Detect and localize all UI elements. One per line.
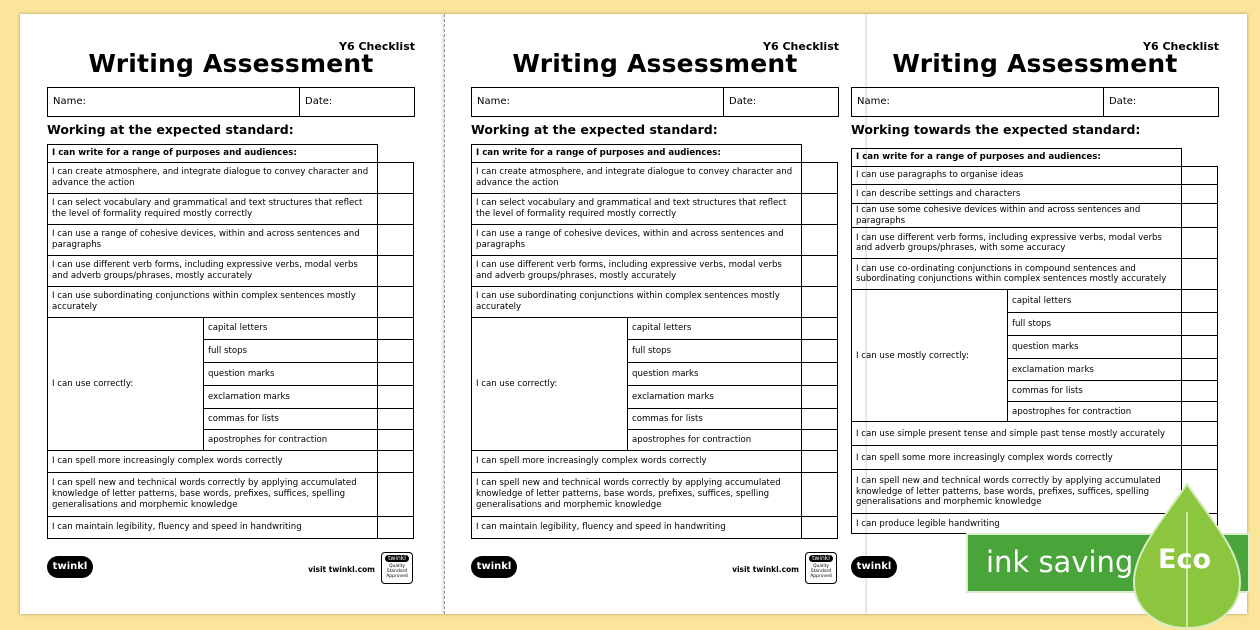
criterion-text: I can use different verb forms, including expressive verbs, modal verbs and adverb groups/phrases, with some accuracy bbox=[852, 228, 1182, 259]
tick-box[interactable] bbox=[378, 225, 414, 256]
tick-box[interactable] bbox=[378, 517, 414, 539]
tick-box[interactable] bbox=[1182, 167, 1218, 185]
worksheet-content bbox=[47, 14, 415, 614]
intro-statement: I can write for a range of purposes and audiences: bbox=[852, 149, 1182, 167]
tick-box[interactable] bbox=[802, 194, 838, 225]
tick-box[interactable] bbox=[802, 451, 838, 473]
table-row bbox=[48, 287, 414, 318]
checklist-subtitle: Y6 Checklist bbox=[339, 40, 415, 53]
table-row bbox=[852, 167, 1218, 185]
name-field[interactable]: Name: bbox=[48, 88, 300, 116]
badge-logo: twinkl bbox=[385, 555, 409, 562]
tick-box[interactable] bbox=[1182, 381, 1218, 402]
criterion-text: I can use subordinating conjunctions within complex sentences mostly accurately bbox=[472, 287, 802, 318]
table-row bbox=[852, 185, 1218, 204]
tick-box[interactable] bbox=[378, 318, 414, 340]
tick-box[interactable] bbox=[378, 163, 414, 194]
tick-box[interactable] bbox=[1182, 446, 1218, 470]
punctuation-item: question marks bbox=[204, 363, 378, 386]
tick-box[interactable] bbox=[378, 287, 414, 318]
punctuation-item: capital letters bbox=[204, 318, 378, 340]
table-row bbox=[852, 290, 1218, 313]
tick-box[interactable] bbox=[1182, 204, 1218, 228]
table-row bbox=[852, 149, 1218, 167]
tick-box[interactable] bbox=[802, 517, 838, 539]
table-row bbox=[48, 225, 414, 256]
criterion-text: I can spell more increasingly complex words correctly bbox=[48, 451, 378, 473]
punctuation-item: full stops bbox=[1008, 313, 1182, 336]
tick-header-gap bbox=[802, 145, 838, 163]
table-row bbox=[852, 228, 1218, 259]
intro-statement: I can write for a range of purposes and audiences: bbox=[48, 145, 378, 163]
twinkl-logo: twinkl bbox=[851, 556, 897, 578]
tick-box[interactable] bbox=[802, 318, 838, 340]
table-row bbox=[852, 446, 1218, 470]
quality-badge bbox=[805, 552, 837, 584]
criterion-text: I can create atmosphere, and integrate dialogue to convey character and advance the action bbox=[472, 163, 802, 194]
twinkl-logo: twinkl bbox=[47, 556, 93, 578]
tick-box[interactable] bbox=[378, 256, 414, 287]
table-row bbox=[48, 318, 414, 340]
badge-logo: twinkl bbox=[809, 555, 833, 562]
punctuation-item: commas for lists bbox=[204, 409, 378, 430]
punctuation-item: capital letters bbox=[1008, 290, 1182, 313]
table-row bbox=[472, 256, 838, 287]
table-row bbox=[48, 451, 414, 473]
tick-box[interactable] bbox=[1182, 359, 1218, 381]
tick-box[interactable] bbox=[1182, 228, 1218, 259]
date-field[interactable]: Date: bbox=[1109, 96, 1137, 107]
page-title: Writing Assessment bbox=[88, 49, 374, 78]
page-title: Writing Assessment bbox=[892, 49, 1178, 78]
quality-badge bbox=[381, 552, 413, 584]
tick-header-gap bbox=[378, 145, 414, 163]
table-row bbox=[48, 256, 414, 287]
tick-box[interactable] bbox=[802, 430, 838, 451]
table-row bbox=[472, 473, 838, 517]
criterion-text: I can use simple present tense and simple past tense mostly accurately bbox=[852, 422, 1182, 446]
criterion-text: I can select vocabulary and grammatical and text structures that reflect the level of formality required mostly correctly bbox=[472, 194, 802, 225]
checklist-subtitle: Y6 Checklist bbox=[763, 40, 839, 53]
tick-box[interactable] bbox=[802, 386, 838, 409]
punctuation-item: exclamation marks bbox=[204, 386, 378, 409]
visit-link[interactable]: visit twinkl.com bbox=[308, 565, 375, 574]
worksheet-content bbox=[471, 14, 839, 614]
table-row bbox=[48, 517, 414, 539]
punctuation-item: commas for lists bbox=[1008, 381, 1182, 402]
tick-box[interactable] bbox=[378, 409, 414, 430]
page-footer bbox=[471, 552, 837, 584]
name-date-box bbox=[47, 87, 415, 117]
table-row bbox=[472, 194, 838, 225]
table-row bbox=[852, 259, 1218, 290]
punctuation-item: capital letters bbox=[628, 318, 802, 340]
table-row bbox=[472, 225, 838, 256]
punctuation-item: commas for lists bbox=[628, 409, 802, 430]
criterion-text: I can use co-ordinating conjunctions in compound sentences and subordinating conjunctions within complex sentences mostly accurately bbox=[852, 259, 1182, 290]
criterion-text: I can create atmosphere, and integrate dialogue to convey character and advance the action bbox=[48, 163, 378, 194]
tick-box[interactable] bbox=[378, 386, 414, 409]
tick-box[interactable] bbox=[802, 163, 838, 194]
intro-statement: I can write for a range of purposes and audiences: bbox=[472, 145, 802, 163]
tick-box[interactable] bbox=[802, 340, 838, 363]
punctuation-item: apostrophes for contraction bbox=[1008, 402, 1182, 422]
tick-box[interactable] bbox=[378, 430, 414, 451]
table-row bbox=[472, 287, 838, 318]
table-row bbox=[48, 473, 414, 517]
tick-box[interactable] bbox=[802, 256, 838, 287]
table-row bbox=[48, 194, 414, 225]
criterion-text: I can use a range of cohesive devices, within and across sentences and paragraphs bbox=[472, 225, 802, 256]
ink-saving-label: ink saving bbox=[986, 545, 1134, 579]
tick-box[interactable] bbox=[378, 451, 414, 473]
standard-heading: Working at the expected standard: bbox=[47, 122, 294, 137]
criterion-text: I can use some cohesive devices within and across sentences and paragraphs bbox=[852, 204, 1182, 228]
punctuation-item: full stops bbox=[204, 340, 378, 363]
tick-box[interactable] bbox=[802, 225, 838, 256]
criterion-text: I can spell new and technical words correctly by applying accumulated knowledge of letter patterns, base words, prefixes, suffices, spelling generalisations and morphemic knowledge bbox=[48, 473, 378, 517]
punctuation-item: question marks bbox=[628, 363, 802, 386]
criterion-text: I can maintain legibility, fluency and speed in handwriting bbox=[472, 517, 802, 539]
tick-box[interactable] bbox=[1182, 290, 1218, 313]
table-row bbox=[472, 163, 838, 194]
tick-header-gap bbox=[1182, 149, 1218, 167]
tick-box[interactable] bbox=[802, 287, 838, 318]
tick-box[interactable] bbox=[378, 340, 414, 363]
table-row bbox=[852, 422, 1218, 446]
criterion-text: I can produce legible handwriting bbox=[852, 514, 1182, 534]
name-field[interactable]: Name: bbox=[852, 88, 1104, 116]
tick-box[interactable] bbox=[1182, 313, 1218, 336]
name-field[interactable]: Name: bbox=[472, 88, 724, 116]
criterion-text: I can spell some more increasingly complex words correctly bbox=[852, 446, 1182, 470]
table-row bbox=[48, 145, 414, 163]
checklist-subtitle: Y6 Checklist bbox=[1143, 40, 1219, 53]
punctuation-item: apostrophes for contraction bbox=[628, 430, 802, 451]
name-date-box bbox=[471, 87, 839, 117]
name-date-box bbox=[851, 87, 1219, 117]
use-correctly-label: I can use correctly: bbox=[472, 318, 628, 451]
criterion-text: I can select vocabulary and grammatical and text structures that reflect the level of formality required mostly correctly bbox=[48, 194, 378, 225]
criterion-text: I can use paragraphs to organise ideas bbox=[852, 167, 1182, 185]
table-row bbox=[472, 145, 838, 163]
criteria-table bbox=[851, 148, 1218, 534]
eco-label: Eco bbox=[1158, 544, 1211, 575]
criterion-text: I can use a range of cohesive devices, within and across sentences and paragraphs bbox=[48, 225, 378, 256]
tick-box[interactable] bbox=[802, 363, 838, 386]
date-field[interactable]: Date: bbox=[729, 96, 757, 107]
use-correctly-label: I can use mostly correctly: bbox=[852, 290, 1008, 422]
worksheet-1 bbox=[20, 14, 444, 614]
tick-box[interactable] bbox=[378, 473, 414, 517]
criterion-text: I can use subordinating conjunctions within complex sentences mostly accurately bbox=[48, 287, 378, 318]
table-row bbox=[48, 163, 414, 194]
criterion-text: I can spell new and technical words correctly by applying accumulated knowledge of letter patterns, base words, prefixes, suffices, spelling generalisations and morphemic knowledge bbox=[852, 470, 1182, 514]
table-row bbox=[472, 517, 838, 539]
tick-box[interactable] bbox=[378, 194, 414, 225]
criterion-text: I can maintain legibility, fluency and speed in handwriting bbox=[48, 517, 378, 539]
twinkl-logo: twinkl bbox=[471, 556, 517, 578]
punctuation-item: exclamation marks bbox=[1008, 359, 1182, 381]
visit-link[interactable]: visit twinkl.com bbox=[732, 565, 799, 574]
date-field[interactable]: Date: bbox=[305, 96, 333, 107]
punctuation-item: full stops bbox=[628, 340, 802, 363]
tick-box[interactable] bbox=[1182, 336, 1218, 359]
criterion-text: I can use different verb forms, including expressive verbs, modal verbs and adverb groups/phrases, mostly accurately bbox=[472, 256, 802, 287]
criteria-table bbox=[471, 144, 838, 539]
use-correctly-label: I can use correctly: bbox=[48, 318, 204, 451]
criterion-text: I can spell new and technical words correctly by applying accumulated knowledge of letter patterns, base words, prefixes, suffices, spelling generalisations and morphemic knowledge bbox=[472, 473, 802, 517]
page-title: Writing Assessment bbox=[512, 49, 798, 78]
tick-box[interactable] bbox=[378, 363, 414, 386]
tick-box[interactable] bbox=[1182, 422, 1218, 446]
table-row bbox=[472, 318, 838, 340]
tick-box[interactable] bbox=[1182, 259, 1218, 290]
table-row bbox=[472, 451, 838, 473]
criteria-table bbox=[47, 144, 414, 539]
punctuation-item: question marks bbox=[1008, 336, 1182, 359]
standard-heading: Working at the expected standard: bbox=[471, 122, 718, 137]
badge-text: Quality Standard Approved bbox=[810, 564, 832, 579]
tick-box[interactable] bbox=[1182, 185, 1218, 204]
tick-box[interactable] bbox=[802, 409, 838, 430]
criterion-text: I can use different verb forms, including expressive verbs, modal verbs and adverb groups/phrases, mostly accurately bbox=[48, 256, 378, 287]
criterion-text: I can spell more increasingly complex words correctly bbox=[472, 451, 802, 473]
tick-box[interactable] bbox=[1182, 402, 1218, 422]
punctuation-item: apostrophes for contraction bbox=[204, 430, 378, 451]
badge-text: Quality Standard Approved bbox=[386, 564, 408, 579]
page-footer bbox=[47, 552, 413, 584]
standard-heading: Working towards the expected standard: bbox=[851, 122, 1141, 137]
worksheet-2 bbox=[444, 14, 868, 614]
table-row bbox=[852, 204, 1218, 228]
criterion-text: I can describe settings and characters bbox=[852, 185, 1182, 204]
tick-box[interactable] bbox=[802, 473, 838, 517]
punctuation-item: exclamation marks bbox=[628, 386, 802, 409]
